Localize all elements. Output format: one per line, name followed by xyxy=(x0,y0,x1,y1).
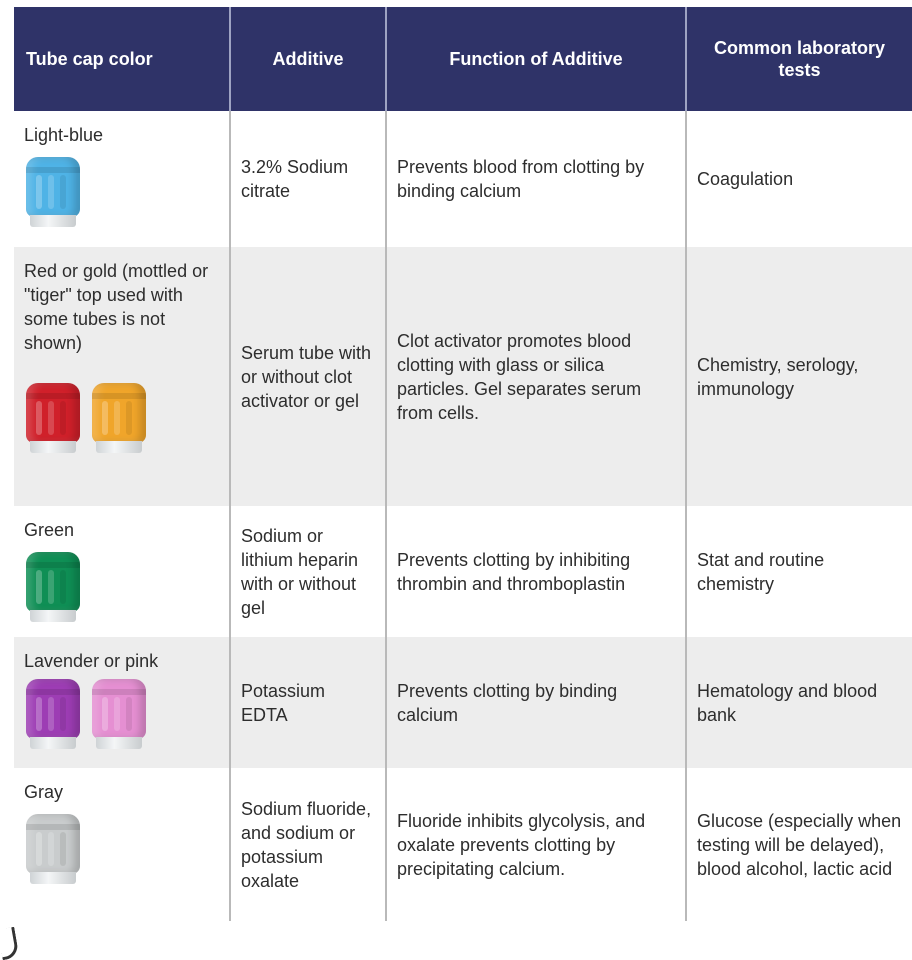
cell-tests: Glucose (especially when testing will be delayed), blood alcohol, lactic acid xyxy=(686,768,912,921)
cell-tube-cap-color xyxy=(14,247,230,506)
table-row-lavender-or-pink xyxy=(14,637,912,768)
cell-function: Prevents blood from clotting by binding calcium xyxy=(386,111,686,247)
cap-color-label: Light-blue xyxy=(24,125,104,145)
cell-tests: Coagulation xyxy=(686,111,912,247)
cell-additive: Potassium EDTA xyxy=(230,637,386,768)
red-cap-icon xyxy=(24,383,82,453)
table-row-gray xyxy=(14,768,912,921)
header-function-of-additive: Function of Additive xyxy=(386,7,686,111)
header-common-laboratory-tests: Common laboratory tests xyxy=(686,7,912,111)
cell-function: Prevents clotting by inhibiting thrombin and thromboplastin xyxy=(386,506,686,637)
cell-tests: Hematology and blood bank xyxy=(686,637,912,768)
light-blue-cap-icon xyxy=(24,157,82,227)
header-tube-cap-color: Tube cap color xyxy=(14,7,230,111)
cell-function: Prevents clotting by binding calcium xyxy=(386,637,686,768)
cell-tube-cap-color xyxy=(14,768,230,921)
cap-images xyxy=(24,552,219,622)
cap-images xyxy=(24,679,219,749)
gold-cap-icon xyxy=(90,383,148,453)
table-row-red-or-gold xyxy=(14,247,912,506)
cell-tube-cap-color xyxy=(14,111,230,247)
cell-additive: Sodium or lithium heparin with or without gel xyxy=(230,506,386,637)
pink-cap-icon xyxy=(90,679,148,749)
tube-cap-table xyxy=(14,7,912,921)
cell-additive: 3.2% Sodium citrate xyxy=(230,111,386,247)
header-additive: Additive xyxy=(230,7,386,111)
cell-tube-cap-color xyxy=(14,506,230,637)
cell-function: Fluoride inhibits glycolysis, and oxalate prevents clotting by precipitating calcium. xyxy=(386,768,686,921)
gray-cap-icon xyxy=(24,814,82,884)
cap-color-label: Gray xyxy=(24,782,64,802)
cell-tube-cap-color xyxy=(14,637,230,768)
cell-tests: Chemistry, serology, immunology xyxy=(686,247,912,506)
cap-images xyxy=(24,814,219,884)
cap-color-label: Red or gold (mottled or "tiger" top used with some tubes is not shown) xyxy=(24,261,209,353)
cell-additive: Sodium fluoride, and sodium or potassium oxalate xyxy=(230,768,386,921)
table-row-green xyxy=(14,506,912,637)
cap-images xyxy=(24,383,219,453)
table-row-light-blue xyxy=(14,111,912,247)
cap-images xyxy=(24,157,219,227)
corner-curve-decoration xyxy=(0,927,20,960)
cap-color-label: Lavender or pink xyxy=(24,651,159,671)
cell-tests: Stat and routine chemistry xyxy=(686,506,912,637)
table-header-row xyxy=(14,7,912,111)
lavender-cap-icon xyxy=(24,679,82,749)
green-cap-icon xyxy=(24,552,82,622)
cell-function: Clot activator promotes blood clotting with glass or silica particles. Gel separates serum from cells. xyxy=(386,247,686,506)
cap-color-label: Green xyxy=(24,520,75,540)
cell-additive: Serum tube with or without clot activator or gel xyxy=(230,247,386,506)
